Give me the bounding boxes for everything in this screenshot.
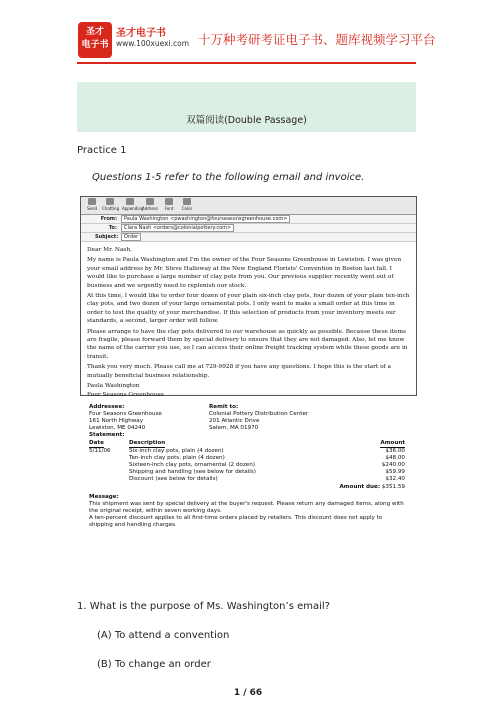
email-body[interactable] [81,242,416,398]
chatting-button[interactable]: Chatting [102,198,118,211]
invoice: Addressee: Four Seasons Greenhouse 161 North Highway Lewiston, ME 04240 Remit to: Colonial Pottery Distribution Center 201 Atlantic Drive Salem, MA 01970 Statement: Date Description Amount 5/11/06 Six-inch clay pots, plain (4 dozen) $36.00 Ten-inch clay pots, plain (4 dozen) $48.00 Sixteen-inch clay pots, ornamental (2 dozen) $240.00 Shipping and handling (see below for details) $59.99 Discount (see below for details) $32.40 Amount due: $351.59 Message: This shipment was sent by special delivery at the buyer's request. Please return any damaged items, along with the original receipt, within seven working days. A ten-percent discount applies to all first-time orders placed by retailers. This discount does not apply to shipping and handling charges. [81,404,417,562]
appending-button[interactable]: Appending [122,198,138,211]
question-text: 1. What is the purpose of Ms. Washington’s email? [77,601,330,612]
email-paragraph: My name is Paula Washington and I'm the owner of the Four Seasons Greenhouse in Lewiston. I was given your email address by Mr. Steve Halloway at the New England Florists' Convention in Boston last fall. I would like to purchase a large number of clay pots from you. Our previous supplier recently went out of business and we urgently need to replenish our stock. [87,257,402,289]
from-field[interactable]: Paula Washington <pwashington@fourseasonsgreenhouse.com> [121,215,290,223]
statement-row: 5/11/06 Six-inch clay pots, plain (4 dozen) $36.00 [89,448,405,454]
address-button[interactable]: Address [142,198,158,211]
email-signature-company: Four Seasons Greenhouse [87,391,164,398]
slogan: 十万种考研考证电子书、题库视频学习平台 [198,32,436,47]
email-window [80,196,417,396]
color-button[interactable]: Color [179,198,195,211]
email-toolbar [81,197,416,215]
section-title: 双篇阅读(Double Passage) [186,115,307,126]
section-banner [77,82,416,132]
practice-heading: Practice 1 [77,145,127,156]
statement-header: Date Description Amount [89,440,405,446]
statement-row: Discount (see below for details) $32.40 [129,476,405,482]
brand-url[interactable]: www.100xuexi.com [116,39,190,48]
amount-due-row [89,484,409,491]
email-paragraph: At this time, I would like to order four dozen of your plain six-inch clay pots, four dozen of your plain ten-inch clay pots, and two dozen of your large ornamental pots. I only want to make a small order at this time in order to test the quality of your merchandise. If this selection of products from your inventory meets our standards, a second, larger order will follow. [87,293,410,325]
send-button[interactable]: Send [84,198,100,211]
font-icon [165,198,173,205]
option-b: (B) To change an order [97,659,211,670]
brand-name: 圣才电子书 [116,28,166,39]
addressee-label: Addressee: [89,404,125,410]
email-paragraph: Please arrange to have the clay pots delivered to our warehouse as quickly as possible. Because these items are fragile, please forward them by special delivery to ensure that they are not damaged. Also, let me know the name of the carrier you use, so I can access their online freight tracking system while these goods are in transit. [87,328,408,360]
page-header [0,0,496,66]
statement-row: Shipping and handling (see below for details) $59.99 [129,469,405,475]
logo-text-bottom: 电子书 [81,40,109,50]
option-a: (A) To attend a convention [97,630,230,641]
to-row: To: Clara Nash <orders@colonialpottery.com> [81,224,416,233]
subject-row: Subject: Order [81,233,416,242]
subject-field[interactable]: Order [121,233,141,241]
color-icon [183,198,191,205]
amount-due-label: Amount due: [339,484,381,490]
address-book-icon [146,198,154,205]
message-text: This shipment was sent by special delivery at the buyer's request. Please return any damaged items, along with the original receipt, within seven working days. [89,501,404,514]
page-number: 1 / 66 [233,688,263,698]
chat-icon [106,198,114,205]
email-signature-name: Paula Washington [87,383,140,390]
font-button[interactable]: Font [161,198,177,211]
logo-text-top: 圣才 [85,27,104,37]
from-row: From: Paula Washington <pwashington@fourseasonsgreenhouse.com> [81,215,416,224]
attach-icon [126,198,134,205]
amount-due-value: $351.59 [381,484,405,490]
instructions: Questions 1-5 refer to the following email and invoice. [92,172,365,183]
message-label: Message: [89,494,119,500]
email-greeting: Dear Mr. Nash, [87,247,132,253]
send-icon [88,198,96,205]
remit-label: Remit to: [209,404,239,410]
brand-logo [78,22,112,58]
statement-label: Statement: [89,432,125,438]
statement-row: Sixteen-inch clay pots, ornamental (2 dozen) $240.00 [129,462,405,468]
message-text: A ten-percent discount applies to all first-time orders placed by retailers. This discount does not apply to shipping and handling charges. [89,515,383,528]
email-paragraph: Thank you very much. Please call me at 729-9928 if you have any questions. I hope this is the start of a mutually beneficial business relationship. [87,364,391,379]
header-divider [77,62,416,64]
to-field[interactable]: Clara Nash <orders@colonialpottery.com> [121,224,234,232]
statement-row: Ten-inch clay pots, plain (4 dozen) $48.00 [129,455,405,461]
